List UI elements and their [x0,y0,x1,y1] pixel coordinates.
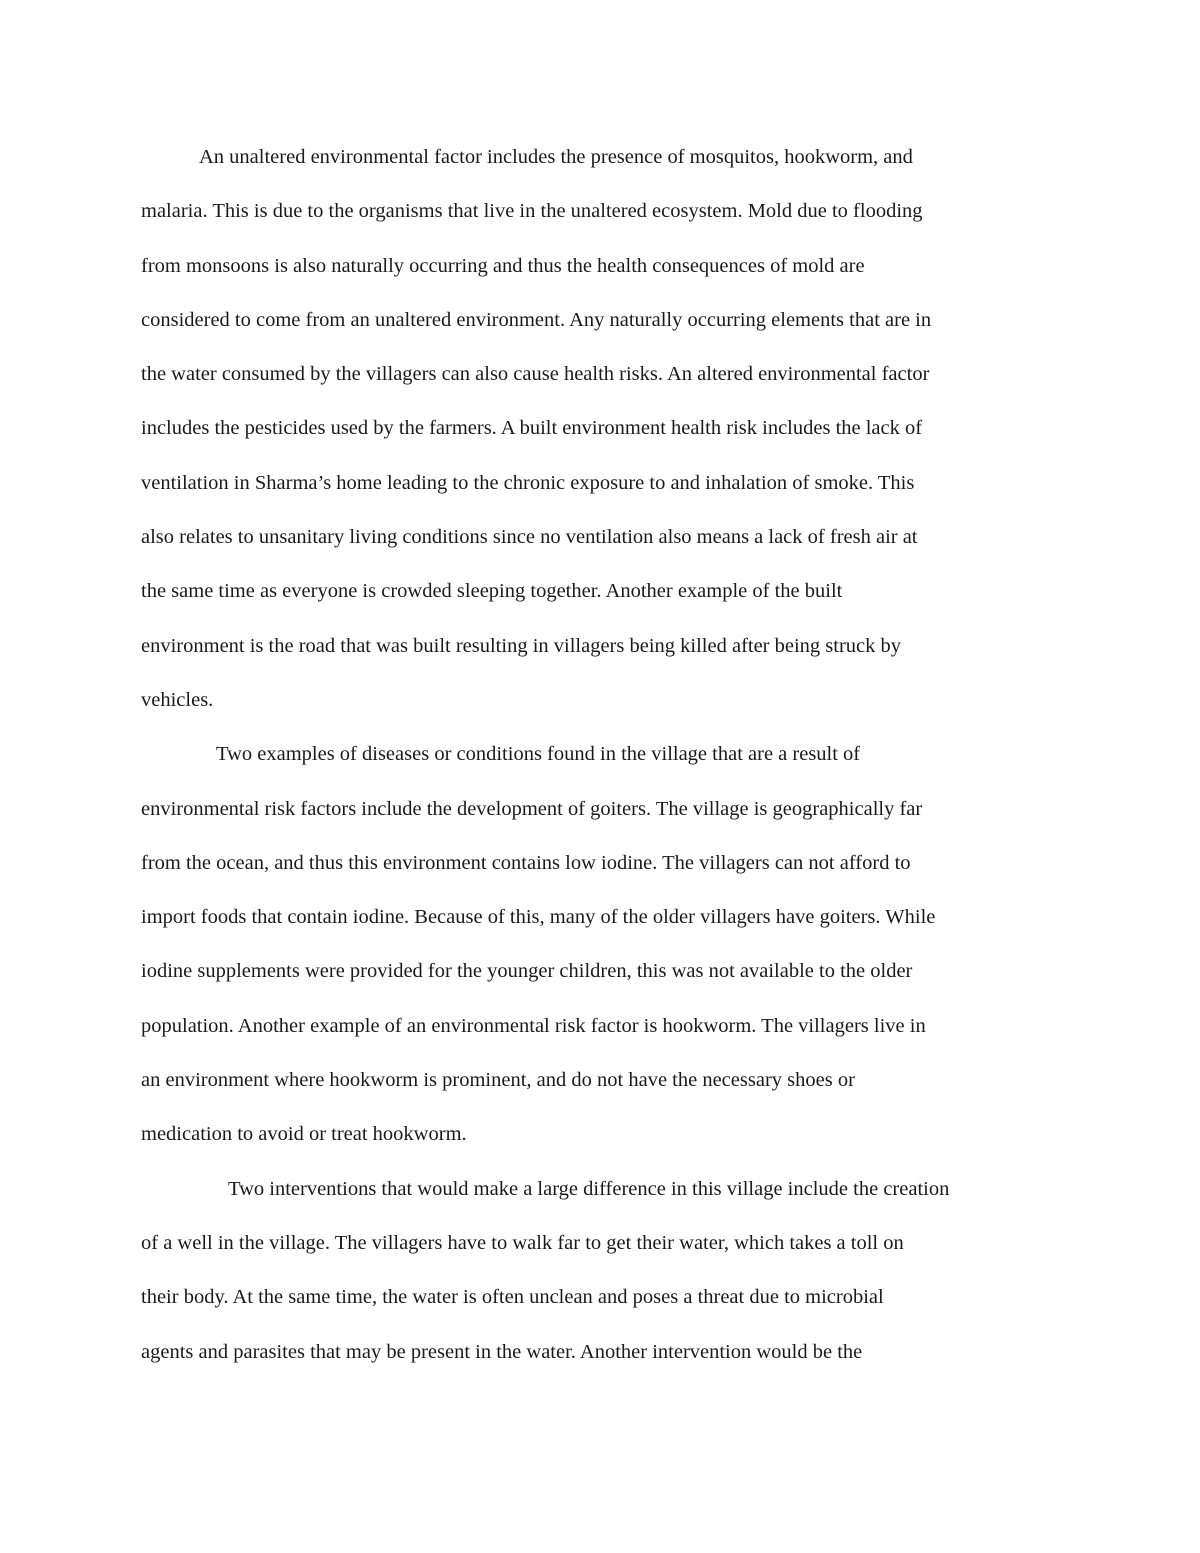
text-line: includes the pesticides used by the farmers. A built environment health risk includes the lack of [141,417,923,440]
text-line: from the ocean, and thus this environment contains low iodine. The villagers can not afford to [141,851,911,874]
text-line: Two examples of diseases or conditions found in the village that are a result of [216,743,861,766]
text-line: Two interventions that would make a large difference in this village include the creation [228,1177,950,1200]
document-body [141,139,1061,1388]
text-line: population. Another example of an environmental risk factor is hookworm. The villagers live in [141,1014,926,1037]
text-line: ventilation in Sharma’s home leading to the chronic exposure to and inhalation of smoke. This [141,471,915,494]
text-line: import foods that contain iodine. Because of this, many of the older villagers have goiters. While [141,906,936,929]
text-line: medication to avoid or treat hookworm. [141,1123,467,1146]
text-line: of a well in the village. The villagers have to walk far to get their water, which takes a toll on [141,1231,904,1254]
text-line: their body. At the same time, the water is often unclean and poses a threat due to microbial [141,1286,884,1309]
text-line: environment is the road that was built resulting in villagers being killed after being struck by [141,634,902,657]
text-line: the same time as everyone is crowded sleeping together. Another example of the built [141,580,843,603]
text-line: also relates to unsanitary living conditions since no ventilation also means a lack of fresh air at [141,526,918,549]
text-line: iodine supplements were provided for the younger children, this was not available to the older [141,960,913,983]
text-line: from monsoons is also naturally occurring and thus the health consequences of mold are [141,254,865,277]
text-line: An unaltered environmental factor includes the presence of mosquitos, hookworm, and [199,146,913,168]
text-line: vehicles. [141,688,214,711]
text-line: malaria. This is due to the organisms that live in the unaltered ecosystem. Mold due to flooding [141,200,923,223]
text-line: the water consumed by the villagers can also cause health risks. An altered environmental factor [141,363,930,386]
text-line: agents and parasites that may be present in the water. Another intervention would be the [141,1340,863,1363]
text-line: environmental risk factors include the development of goiters. The village is geographically far [141,797,923,820]
text-line: considered to come from an unaltered environment. Any naturally occurring elements that are in [141,308,932,331]
text-line: an environment where hookworm is prominent, and do not have the necessary shoes or [141,1069,855,1092]
